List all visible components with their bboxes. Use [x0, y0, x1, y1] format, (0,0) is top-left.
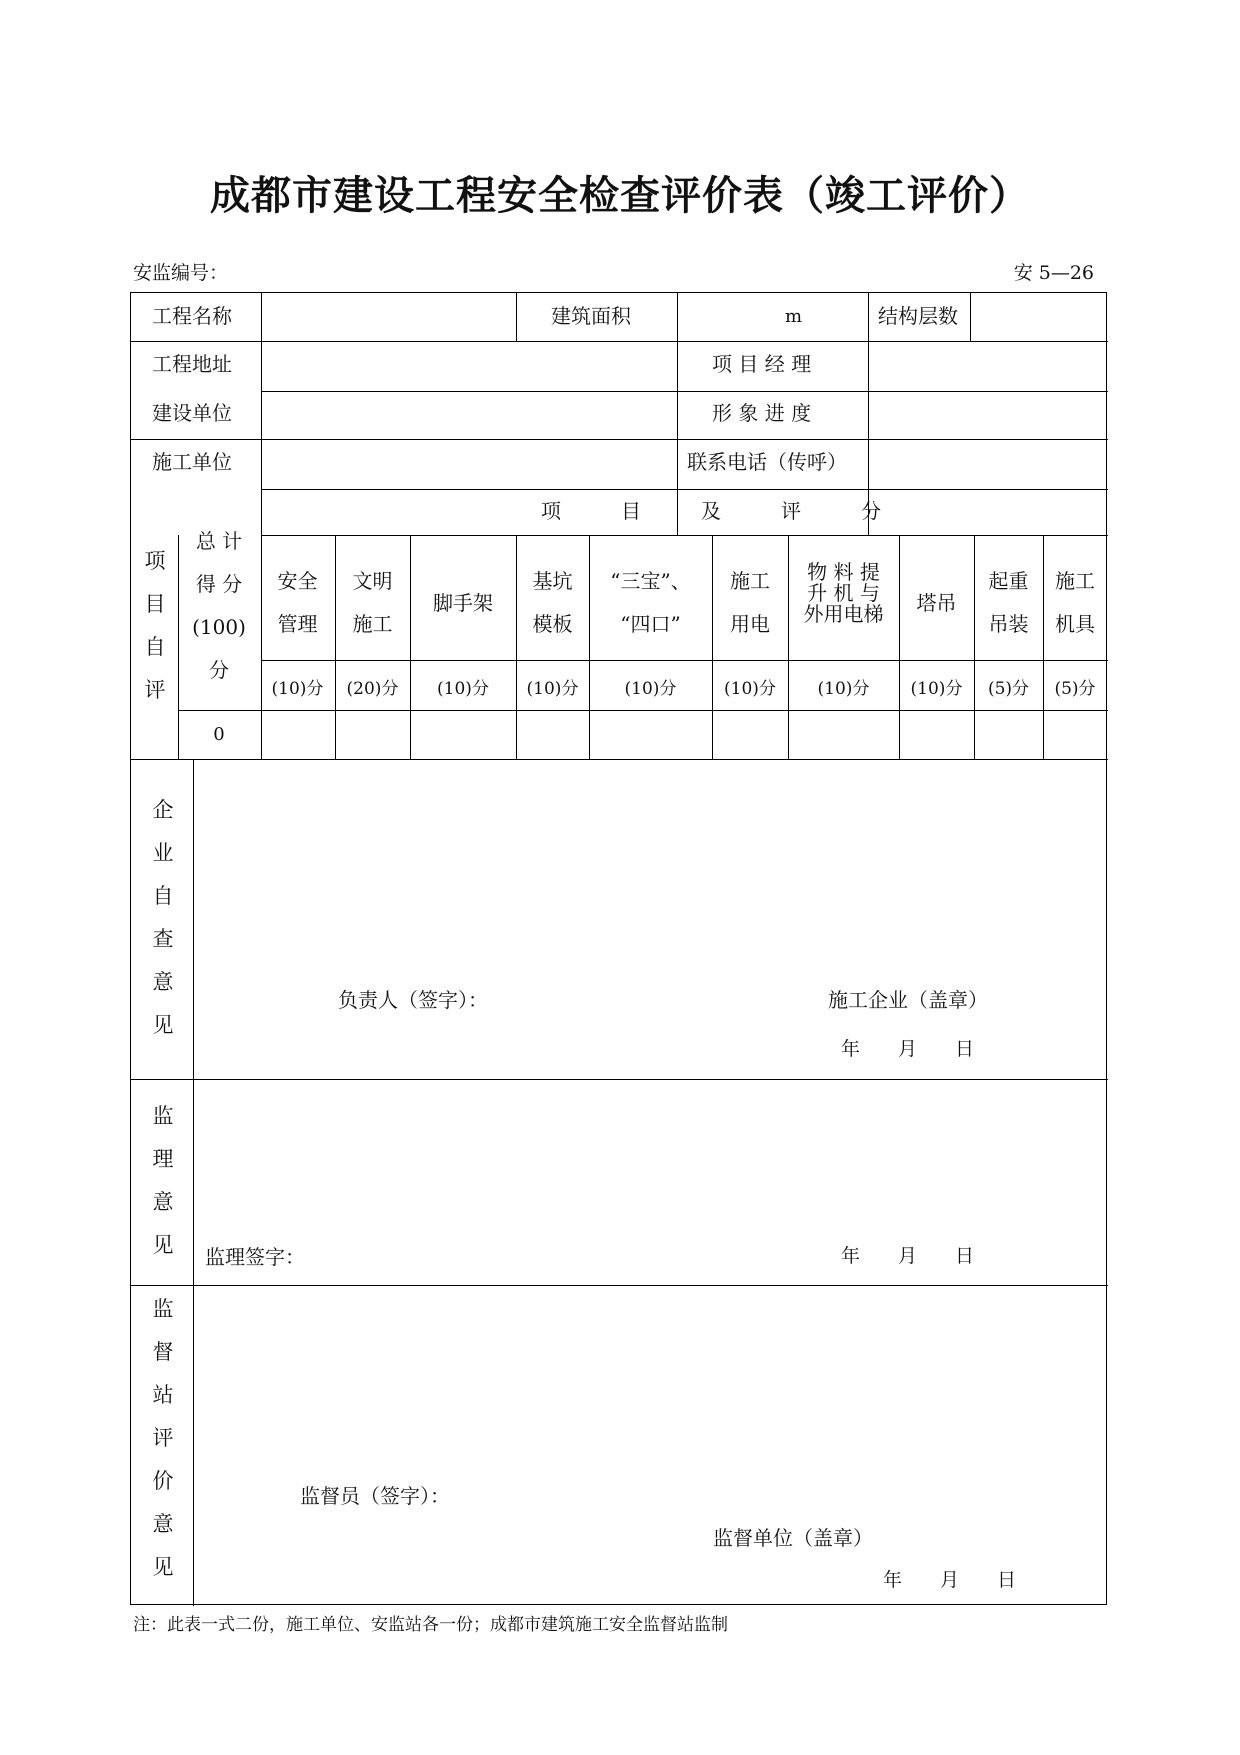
construction-owner-label: 建设单位: [152, 401, 232, 425]
total-score-label: 总 计 得 分 (100) 分: [192, 529, 246, 682]
col-hoist-elevator: 物 料 提 升 机 与 外用电梯: [803, 560, 884, 626]
area-unit: m: [785, 306, 803, 327]
score-4: (10)分: [624, 679, 677, 699]
progress-label: 形 象 进 度: [712, 401, 812, 425]
score-7: (10)分: [910, 679, 963, 699]
station-date: 年 月 日: [883, 1569, 1017, 1591]
col-tools: 施工 机具: [1055, 569, 1095, 636]
supervision-signer: 监理签字：: [205, 1245, 305, 1269]
station-opinion-label: 监 督 站 评 价 意 见: [152, 1297, 174, 1579]
score-9: (5)分: [1054, 679, 1096, 699]
score-3: (10)分: [526, 679, 579, 699]
self-eval-label: 项 目 自 评: [144, 549, 166, 702]
items-header: 项 目 及 评 分: [541, 499, 881, 523]
footnote: 注：此表一式二份，施工单位、安监站各一份；成都市建筑施工安全监督站监制: [133, 1615, 728, 1635]
supervision-date: 年 月 日: [841, 1245, 975, 1267]
evaluation-table: [130, 292, 1107, 1605]
total-score-value: 0: [213, 724, 225, 745]
score-5: (10)分: [724, 679, 776, 699]
col-electricity: 施工 用电: [730, 569, 770, 636]
col-safety-mgmt: 安全 管理: [277, 569, 318, 636]
col-civilized-construction: 文明 施工: [352, 569, 393, 636]
score-6: (10)分: [817, 679, 870, 699]
contractor-label: 施工单位: [152, 450, 232, 474]
enterprise-date: 年 月 日: [841, 1038, 975, 1060]
form-title: 成都市建设工程安全检查评价表（竣工评价）: [210, 172, 1030, 219]
score-1: (20)分: [346, 679, 399, 699]
supervision-number-label: 安监编号：: [133, 262, 229, 284]
score-2: (10)分: [437, 679, 489, 699]
col-three-treasures: “三宝”、 “四口”: [610, 569, 691, 636]
project-manager-label: 项 目 经 理: [712, 352, 812, 376]
building-area-label: 建筑面积: [551, 304, 631, 328]
col-foundation-formwork: 基坑 模板: [532, 569, 573, 636]
form-code: 安 5—26: [1013, 262, 1094, 284]
enterprise-opinion-label: 企 业 自 查 意 见: [152, 798, 174, 1037]
score-0: (10)分: [271, 679, 324, 699]
score-8: (5)分: [987, 679, 1030, 699]
enterprise-signer: 负责人（签字）：: [338, 988, 488, 1012]
supervision-opinion-label: 监 理 意 见: [152, 1104, 174, 1257]
enterprise-company-seal: 施工企业（盖章）: [828, 988, 988, 1012]
station-unit-seal: 监督单位（盖章）: [713, 1526, 873, 1550]
col-lifting: 起重 吊装: [988, 569, 1029, 636]
project-name-label: 工程名称: [152, 304, 232, 328]
structure-floors-label: 结构层数: [878, 304, 958, 328]
project-address-label: 工程地址: [152, 352, 232, 376]
col-tower-crane: 塔吊: [916, 591, 957, 615]
station-signer: 监督员（签字）：: [300, 1484, 450, 1508]
col-scaffold: 脚手架: [433, 591, 493, 615]
contact-phone-label: 联系电话（传呼）: [687, 450, 847, 474]
